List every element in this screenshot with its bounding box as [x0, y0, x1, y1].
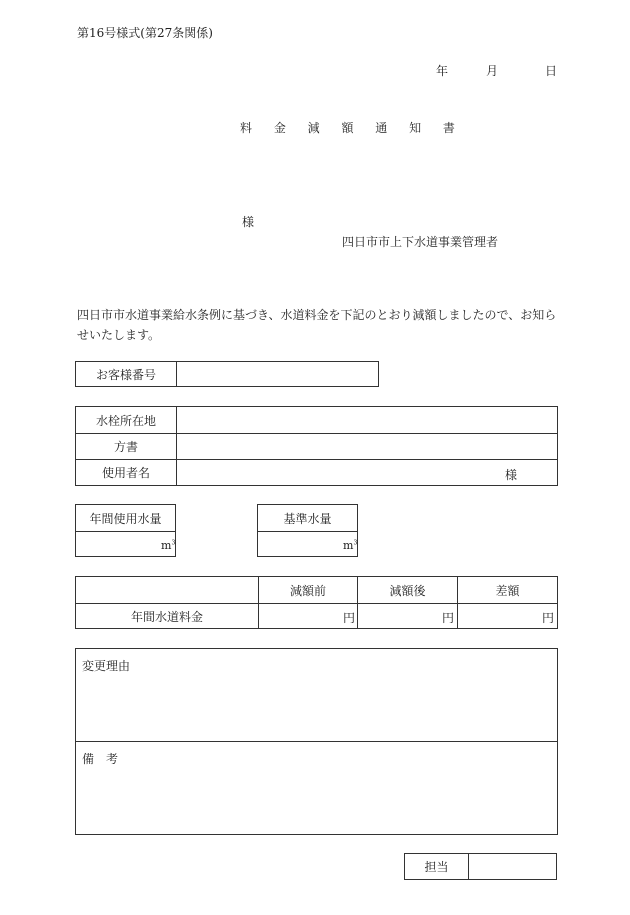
standard-usage-unit: $m^3$ — [343, 539, 358, 552]
remarks-field[interactable] — [77, 770, 556, 833]
date-month-label: 月 — [486, 64, 499, 78]
care-of-label: 方書 — [113, 440, 138, 454]
remarks-label: 備 考 — [82, 752, 119, 766]
address-table — [75, 406, 558, 486]
fee-row-label: 年間水道料金 — [130, 609, 203, 624]
customer-number-box — [75, 361, 379, 387]
reason-remarks-box — [75, 648, 558, 835]
standard-usage-box — [257, 504, 358, 557]
fee-header-after: 減額後 — [389, 583, 426, 598]
customer-number-label: お客様番号 — [95, 367, 156, 382]
user-name-suffix: 様 — [505, 468, 518, 482]
staff-box — [404, 853, 557, 880]
body-text: 四日市市水道事業給水条例に基づき、水道料金を下記のとおり減額しましたので、お知らせいたします。 — [77, 308, 557, 342]
date-year-label: 年 — [436, 64, 449, 78]
care-of-field[interactable] — [177, 434, 557, 459]
user-name-label: 使用者名 — [101, 466, 150, 480]
standard-usage-label: 基準水量 — [283, 511, 332, 526]
reason-label: 変更理由 — [82, 659, 131, 673]
fee-header-before: 減額前 — [289, 583, 326, 598]
staff-label: 担当 — [424, 860, 449, 874]
annual-usage-label: 年間使用水量 — [89, 511, 162, 526]
addressee-suffix: 様 — [242, 215, 255, 229]
sender-name: 四日市市上下水道事業管理者 — [342, 235, 499, 249]
form-number: 第16号様式(第27条関係) — [77, 26, 213, 40]
annual-usage-box — [75, 504, 176, 557]
staff-field[interactable] — [469, 854, 556, 879]
user-name-field[interactable] — [177, 460, 557, 485]
location-field[interactable] — [177, 407, 557, 433]
date-day-label: 日 — [545, 64, 558, 78]
location-label: 水栓所在地 — [95, 413, 156, 428]
fee-header-difference: 差額 — [495, 583, 520, 598]
document-title: 料 金 減 額 通 知 書 — [240, 121, 464, 135]
fee-after-unit: 円 — [442, 611, 455, 625]
fee-table — [75, 576, 558, 629]
annual-usage-unit: $m^3$ — [161, 539, 176, 552]
reason-field[interactable] — [77, 677, 556, 741]
customer-number-field[interactable] — [177, 362, 378, 386]
fee-before-unit: 円 — [343, 611, 356, 625]
fee-difference-unit: 円 — [542, 611, 555, 625]
